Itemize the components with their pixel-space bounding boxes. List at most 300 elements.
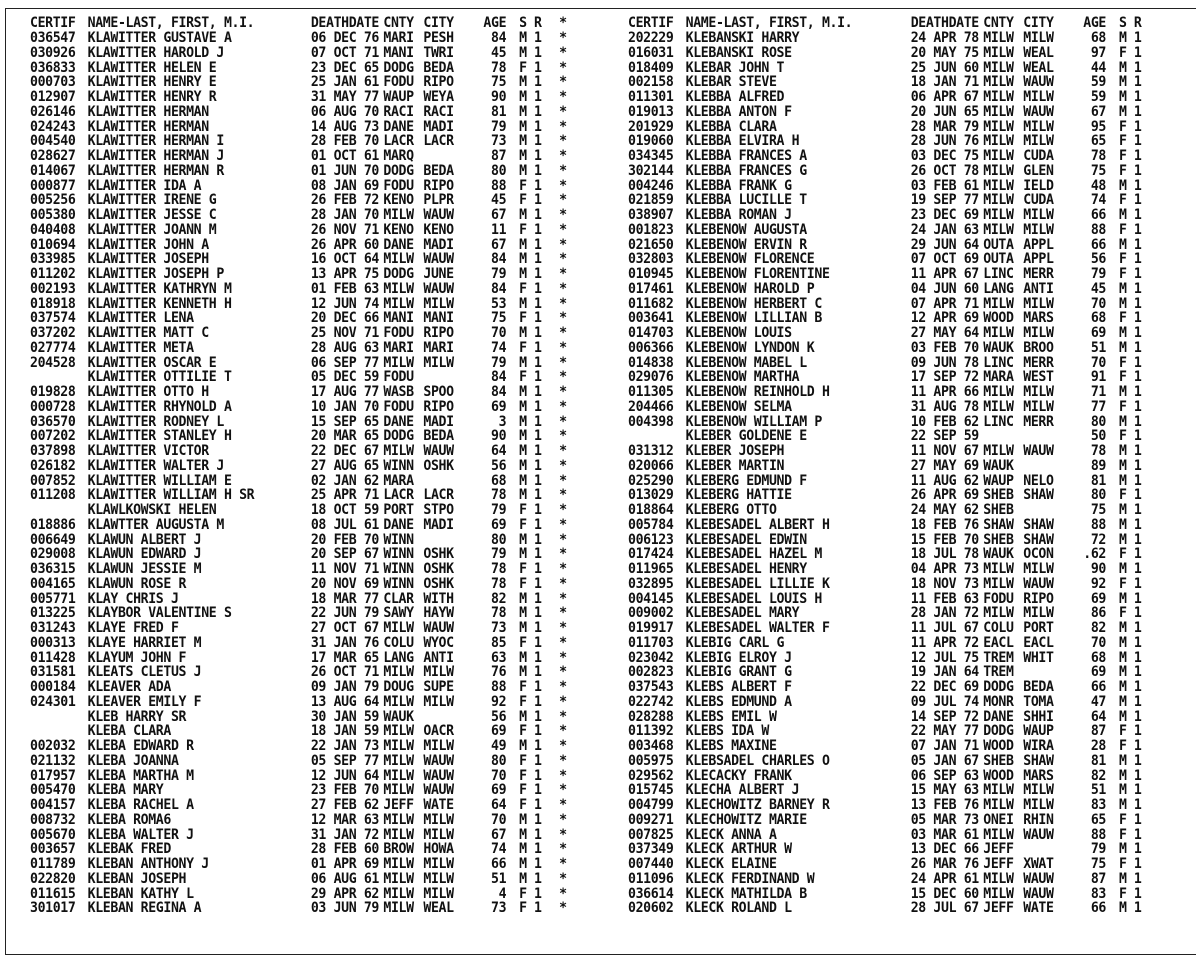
cell-deathdate: 22 JAN 73 — [310, 738, 380, 754]
cell-sex: F — [1119, 398, 1127, 415]
cell-age: 82 — [1090, 620, 1107, 636]
cell-age: 73 — [491, 900, 507, 917]
cell-name: KLAWITTER RODNEY L — [87, 413, 224, 430]
cell-age: 79 — [491, 266, 507, 282]
cell-sex: F — [519, 59, 527, 76]
cell-race: 1 — [1133, 856, 1142, 872]
cell-city: WAUW — [1023, 885, 1054, 902]
cell-county: JEFF — [383, 797, 414, 813]
cell-star: * — [559, 103, 567, 120]
cell-county: WOOD — [983, 738, 1014, 754]
cell-city: MILW — [423, 295, 454, 312]
cell-sex: M — [1119, 457, 1127, 474]
cell-city: MILW — [423, 885, 454, 902]
cell-age: 84 — [491, 384, 507, 400]
cell-race: 1 — [534, 885, 542, 902]
cell-county: SHEB — [983, 487, 1014, 504]
cell-sex: M — [1119, 384, 1127, 400]
cell-deathdate: 24 APR 61 — [910, 870, 979, 887]
cell-star: * — [559, 44, 567, 61]
cell-race: 1 — [1133, 546, 1142, 563]
cell-race: 1 — [1133, 118, 1142, 135]
cell-race: 1 — [1133, 103, 1142, 120]
cell-sex: F — [1119, 487, 1127, 504]
cell-county: MILW — [983, 561, 1014, 577]
cell-deathdate: 20 JUN 65 — [910, 103, 979, 120]
cell-age: 88 — [1090, 221, 1107, 238]
cell-city: PESH — [423, 30, 454, 46]
cell-sex: F — [1119, 354, 1127, 371]
cell-name: KLEBENOW HAROLD P — [685, 280, 815, 297]
cell-name: KLEBA JOANNA — [87, 752, 179, 769]
cell-deathdate: 18 OCT 59 — [310, 502, 380, 518]
cell-certif: 000313 — [30, 634, 76, 651]
cell-age: 79 — [1090, 841, 1107, 858]
cell-age: 69 — [491, 723, 507, 740]
cell-star: * — [559, 546, 567, 563]
cell-deathdate: 28 MAR 79 — [910, 118, 979, 135]
header-deathdate: DEATHDATE — [310, 15, 380, 31]
cell-age: 73 — [491, 133, 507, 150]
cell-name: KLEBA CLARA — [87, 723, 171, 740]
cell-race: 1 — [1133, 89, 1142, 105]
cell-deathdate: 10 JAN 70 — [310, 398, 380, 415]
cell-city: MILW — [1023, 782, 1054, 799]
cell-certif: 036570 — [30, 413, 76, 430]
cell-age: 64 — [491, 443, 507, 459]
cell-race: 1 — [1133, 428, 1142, 445]
cell-city: APPL — [1023, 251, 1054, 268]
cell-star: * — [559, 384, 567, 400]
cell-star: * — [559, 236, 567, 253]
cell-race: 1 — [1133, 457, 1142, 474]
cell-age: 86 — [1090, 605, 1107, 622]
cell-name: KLAWLKOWSKI HELEN — [87, 502, 217, 518]
cell-certif: 011392 — [628, 723, 674, 740]
cell-name: KLECK MATHILDA B — [685, 885, 807, 902]
cell-county: KENO — [383, 221, 414, 238]
cell-age: 79 — [491, 546, 507, 563]
cell-county: DANE — [383, 413, 414, 430]
cell-age: 70 — [1090, 354, 1107, 371]
cell-deathdate: 03 FEB 70 — [910, 339, 979, 356]
cell-sex: M — [1119, 325, 1127, 341]
cell-deathdate: 29 APR 62 — [310, 885, 380, 902]
cell-sex: M — [519, 531, 527, 548]
cell-city: MILW — [423, 826, 454, 843]
cell-city: WEAL — [423, 900, 454, 917]
cell-age: 78 — [491, 575, 507, 592]
cell-race: 1 — [1133, 590, 1142, 607]
cell-deathdate: 20 MAR 65 — [310, 428, 380, 445]
header-deathdate: DEATHDATE — [910, 15, 979, 31]
cell-county: MILW — [983, 148, 1014, 164]
cell-sex: M — [519, 487, 527, 504]
cell-age: 84 — [491, 369, 507, 386]
cell-county: SAWY — [383, 605, 414, 622]
cell-deathdate: 13 AUG 64 — [310, 693, 380, 710]
cell-county: TREM — [983, 649, 1014, 666]
cell-sex: F — [1119, 811, 1127, 828]
cell-name: KLEBBA ANTON F — [685, 103, 792, 120]
cell-deathdate: 03 DEC 75 — [910, 148, 979, 164]
cell-name: KLECHOWITZ MARIE — [685, 811, 807, 828]
cell-race: 1 — [534, 310, 542, 327]
cell-county: MILW — [383, 295, 414, 312]
cell-certif: 302144 — [628, 162, 674, 179]
cell-age: 97 — [1090, 44, 1107, 61]
cell-county: MILW — [383, 443, 414, 459]
cell-age: 80 — [491, 752, 507, 769]
cell-county: MILW — [983, 30, 1014, 46]
cell-age: 78 — [491, 487, 507, 504]
cell-age: 79 — [491, 118, 507, 135]
cell-deathdate: 23 DEC 65 — [310, 59, 380, 76]
cell-age: 45 — [491, 192, 507, 209]
cell-certif: 000728 — [30, 398, 76, 415]
cell-age: 47 — [1090, 693, 1107, 710]
cell-age: 56 — [491, 457, 507, 474]
cell-county: WAUK — [983, 339, 1014, 356]
cell-name: KLEBENOW LILLIAN B — [685, 310, 822, 327]
cell-deathdate: 14 SEP 72 — [910, 708, 979, 725]
cell-age: 44 — [1090, 59, 1107, 76]
cell-deathdate: 11 APR 72 — [910, 634, 979, 651]
cell-sex: M — [1119, 752, 1127, 769]
cell-sex: M — [519, 384, 527, 400]
cell-certif: 005470 — [30, 782, 76, 799]
cell-certif: 037898 — [30, 443, 76, 459]
cell-deathdate: 12 JUL 75 — [910, 649, 979, 666]
cell-city: PLPR — [423, 192, 454, 209]
cell-race: 1 — [534, 325, 542, 341]
cell-age: 76 — [491, 664, 507, 681]
cell-star: * — [559, 811, 567, 828]
cell-city: WAUW — [1023, 826, 1054, 843]
cell-certif: 014838 — [628, 354, 674, 371]
cell-name: KLAWITTER OSCAR E — [87, 354, 217, 371]
cell-name: KLAWITTER HENRY E — [87, 74, 217, 91]
cell-county: LINC — [983, 354, 1014, 371]
cell-deathdate: 20 DEC 66 — [310, 310, 380, 327]
cell-certif: 002032 — [30, 738, 76, 754]
cell-age: 79 — [491, 354, 507, 371]
cell-sex: F — [519, 369, 527, 386]
cell-sex: F — [1119, 546, 1127, 563]
cell-deathdate: 05 DEC 59 — [310, 369, 380, 386]
cell-certif: 014067 — [30, 162, 76, 179]
cell-certif: 000184 — [30, 679, 76, 695]
cell-race: 1 — [534, 856, 542, 872]
cell-age: 68 — [491, 472, 507, 489]
cell-race: 1 — [1133, 708, 1142, 725]
cell-age: 74 — [1090, 192, 1107, 209]
cell-county: WINN — [383, 575, 414, 592]
cell-name: KLAWITTER HELEN E — [87, 59, 217, 76]
cell-county: FODU — [383, 74, 414, 91]
cell-sex: F — [1119, 738, 1127, 754]
cell-certif: 010945 — [628, 266, 674, 282]
cell-race: 1 — [534, 649, 542, 666]
cell-certif: 002158 — [628, 74, 674, 91]
cell-deathdate: 12 MAR 63 — [310, 811, 380, 828]
cell-race: 1 — [1133, 207, 1142, 223]
cell-county: LACR — [383, 133, 414, 150]
cell-city: RIPO — [423, 177, 454, 194]
cell-city: WAUP — [1023, 723, 1054, 740]
cell-star: * — [559, 457, 567, 474]
cell-race: 1 — [534, 738, 542, 754]
cell-city: WAUW — [423, 207, 454, 223]
cell-certif: 009271 — [628, 811, 674, 828]
cell-sex: M — [519, 457, 527, 474]
cell-sex: M — [519, 428, 527, 445]
cell-race: 1 — [534, 148, 542, 164]
cell-certif: 003641 — [628, 310, 674, 327]
cell-star: * — [559, 30, 567, 46]
cell-county: DODG — [983, 723, 1014, 740]
cell-certif: 017424 — [628, 546, 674, 563]
cell-certif: 011682 — [628, 295, 674, 312]
cell-name: KLECK ELAINE — [685, 856, 777, 872]
cell-race: 1 — [1133, 487, 1142, 504]
cell-sex: M — [1119, 664, 1127, 681]
cell-race: 1 — [1133, 177, 1142, 194]
cell-name: KLAWITTER HAROLD J — [87, 44, 224, 61]
cell-certif: 000703 — [30, 74, 76, 91]
cell-deathdate: 07 JAN 71 — [910, 738, 979, 754]
cell-star: * — [559, 354, 567, 371]
header-county: CNTY — [983, 15, 1014, 31]
cell-deathdate: 25 JAN 61 — [310, 74, 380, 91]
cell-certif: 022820 — [30, 870, 76, 887]
cell-sex: M — [519, 472, 527, 489]
cell-certif: 017461 — [628, 280, 674, 297]
cell-county: OUTA — [983, 251, 1014, 268]
cell-race: 1 — [1133, 325, 1142, 341]
cell-county: FODU — [383, 369, 414, 386]
cell-deathdate: 25 JUN 60 — [910, 59, 979, 76]
cell-certif: 036614 — [628, 885, 674, 902]
cell-sex: M — [1119, 797, 1127, 813]
cell-deathdate: 24 JAN 63 — [910, 221, 979, 238]
cell-city: OSHK — [423, 546, 454, 563]
cell-sex: M — [1119, 207, 1127, 223]
cell-certif: 005670 — [30, 826, 76, 843]
cell-county: WAUP — [383, 89, 414, 105]
cell-city: ANTI — [1023, 280, 1054, 297]
cell-county: MILW — [983, 177, 1014, 194]
cell-star: * — [559, 133, 567, 150]
cell-sex: M — [519, 620, 527, 636]
cell-city: LACR — [423, 133, 454, 150]
cell-deathdate: 01 FEB 63 — [310, 280, 380, 297]
cell-name: KLAYE HARRIET M — [87, 634, 202, 651]
cell-sex: F — [519, 502, 527, 518]
cell-race: 1 — [1133, 443, 1142, 459]
cell-name: KLEBBA ELVIRA H — [685, 133, 800, 150]
cell-city: MILW — [1023, 118, 1054, 135]
cell-certif: 005784 — [628, 516, 674, 533]
cell-race: 1 — [1133, 649, 1142, 666]
header-certif: CERTIF — [628, 15, 674, 31]
cell-county: WINN — [383, 457, 414, 474]
cell-sex: F — [519, 339, 527, 356]
cell-age: 79 — [491, 502, 507, 518]
cell-deathdate: 26 APR 69 — [910, 487, 979, 504]
cell-name: KLEBERG EDMUND F — [685, 472, 807, 489]
cell-name: KLEBIG GRANT G — [685, 664, 792, 681]
cell-race: 1 — [1133, 74, 1142, 91]
cell-sex: F — [519, 192, 527, 209]
cell-city: WAUW — [423, 443, 454, 459]
cell-age: 66 — [1090, 679, 1107, 695]
cell-county: WAUK — [983, 457, 1014, 474]
cell-age: 69 — [1090, 325, 1107, 341]
cell-deathdate: 24 APR 78 — [910, 30, 979, 46]
cell-sex: M — [1119, 531, 1127, 548]
cell-sex: F — [1119, 826, 1127, 843]
cell-city: BEDA — [1023, 679, 1054, 695]
cell-county: MILW — [983, 59, 1014, 76]
cell-name: KLEATS CLETUS J — [87, 664, 202, 681]
cell-city: WAUW — [1023, 575, 1054, 592]
cell-star: * — [559, 192, 567, 209]
cell-race: 1 — [534, 752, 542, 769]
cell-sex: M — [1119, 103, 1127, 120]
cell-city: WAUW — [1023, 74, 1054, 91]
cell-city: BEDA — [423, 162, 454, 179]
cell-age: 70 — [491, 767, 507, 784]
cell-race: 1 — [534, 133, 542, 150]
cell-sex: M — [1119, 89, 1127, 105]
cell-age: 78 — [491, 605, 507, 622]
cell-county: WASB — [383, 384, 414, 400]
cell-city: GLEN — [1023, 162, 1054, 179]
cell-age: 78 — [1090, 148, 1107, 164]
cell-certif: 019060 — [628, 133, 674, 150]
cell-county: MILW — [983, 118, 1014, 135]
cell-sex: F — [519, 221, 527, 238]
cell-race: 1 — [1133, 413, 1142, 430]
cell-city: MILW — [1023, 207, 1054, 223]
cell-city: OCON — [1023, 546, 1054, 563]
cell-race: 1 — [534, 74, 542, 91]
cell-certif: 032803 — [628, 251, 674, 268]
cell-race: 1 — [1133, 295, 1142, 312]
cell-sex: F — [519, 752, 527, 769]
header-age: AGE — [483, 15, 507, 31]
cell-deathdate: 04 JUN 60 — [910, 280, 979, 297]
cell-county: MILW — [383, 280, 414, 297]
cell-deathdate: 18 JAN 71 — [910, 74, 979, 91]
cell-name: KLEBS EMIL W — [685, 708, 777, 725]
cell-name: KLEBA EDWARD R — [87, 738, 194, 754]
cell-deathdate: 11 APR 67 — [910, 266, 979, 282]
cell-name: KLEBA MARY — [87, 782, 164, 799]
cell-deathdate: 31 MAY 77 — [310, 89, 380, 105]
cell-sex: M — [1119, 30, 1127, 46]
cell-sex: M — [1119, 74, 1127, 91]
cell-name: KLEBANSKI ROSE — [685, 44, 792, 61]
cell-city: BEDA — [423, 59, 454, 76]
cell-age: 59 — [1090, 74, 1107, 91]
cell-age: 3 — [498, 413, 507, 430]
cell-name: KLEBAN ANTHONY J — [87, 856, 209, 872]
cell-deathdate: 01 APR 69 — [310, 856, 380, 872]
cell-race: 1 — [1133, 767, 1142, 784]
cell-race: 1 — [534, 413, 542, 430]
cell-county: MILW — [983, 575, 1014, 592]
cell-deathdate: 22 DEC 67 — [310, 443, 380, 459]
cell-sex: M — [519, 295, 527, 312]
cell-sex: F — [1119, 118, 1127, 135]
cell-certif: 015745 — [628, 782, 674, 799]
cell-sex: M — [1119, 59, 1127, 76]
cell-age: 64 — [1090, 708, 1107, 725]
cell-race: 1 — [1133, 900, 1142, 917]
cell-county: JEFF — [983, 841, 1014, 858]
cell-deathdate: 05 SEP 77 — [310, 752, 380, 769]
cell-deathdate: 03 JUN 79 — [310, 900, 380, 917]
cell-race: 1 — [1133, 782, 1142, 799]
cell-name: KLEBAN JOSEPH — [87, 870, 187, 887]
cell-city: WAUW — [423, 767, 454, 784]
cell-certif: 018864 — [628, 502, 674, 518]
cell-county: OUTA — [983, 236, 1014, 253]
cell-age: 88 — [491, 177, 507, 194]
cell-age: 70 — [491, 325, 507, 341]
cell-name: KLEB HARRY SR — [87, 708, 187, 725]
cell-race: 1 — [1133, 148, 1142, 164]
cell-deathdate: 03 FEB 61 — [910, 177, 979, 194]
cell-age: 48 — [1090, 177, 1107, 194]
cell-name: KLEBESADEL EDWIN — [685, 531, 807, 548]
cell-certif: 029008 — [30, 546, 76, 563]
cell-sex: M — [1119, 561, 1127, 577]
cell-certif: 027774 — [30, 339, 76, 356]
cell-race: 1 — [534, 89, 542, 105]
cell-race: 1 — [1133, 266, 1142, 282]
cell-deathdate: 26 OCT 71 — [310, 664, 380, 681]
cell-county: MILW — [383, 826, 414, 843]
cell-star: * — [559, 251, 567, 268]
cell-name: KLEBENOW LOUIS — [685, 325, 792, 341]
cell-deathdate: 02 JAN 62 — [310, 472, 380, 489]
cell-name: KLEBBA LUCILLE T — [685, 192, 807, 209]
cell-name: KLEBA RACHEL A — [87, 797, 194, 813]
cell-race: 1 — [1133, 561, 1142, 577]
cell-race: 1 — [534, 192, 542, 209]
cell-name: KLAWITTER JOSEPH — [87, 251, 209, 268]
cell-city: MERR — [1023, 266, 1054, 282]
cell-age: 68 — [1090, 649, 1107, 666]
cell-race: 1 — [534, 103, 542, 120]
cell-certif: 011703 — [628, 634, 674, 651]
cell-deathdate: 20 MAY 75 — [910, 44, 979, 61]
cell-certif: 004165 — [30, 575, 76, 592]
cell-county: MILW — [983, 44, 1014, 61]
cell-certif: 007202 — [30, 428, 76, 445]
cell-age: 28 — [1090, 738, 1107, 754]
cell-city: WAUW — [1023, 870, 1054, 887]
cell-sex: F — [519, 782, 527, 799]
cell-name: KLEBS ALBERT F — [685, 679, 792, 695]
cell-deathdate: 26 NOV 71 — [310, 221, 380, 238]
cell-name: KLAWITTER GUSTAVE A — [87, 30, 232, 46]
cell-city: MILW — [423, 664, 454, 681]
cell-county: DODG — [383, 162, 414, 179]
